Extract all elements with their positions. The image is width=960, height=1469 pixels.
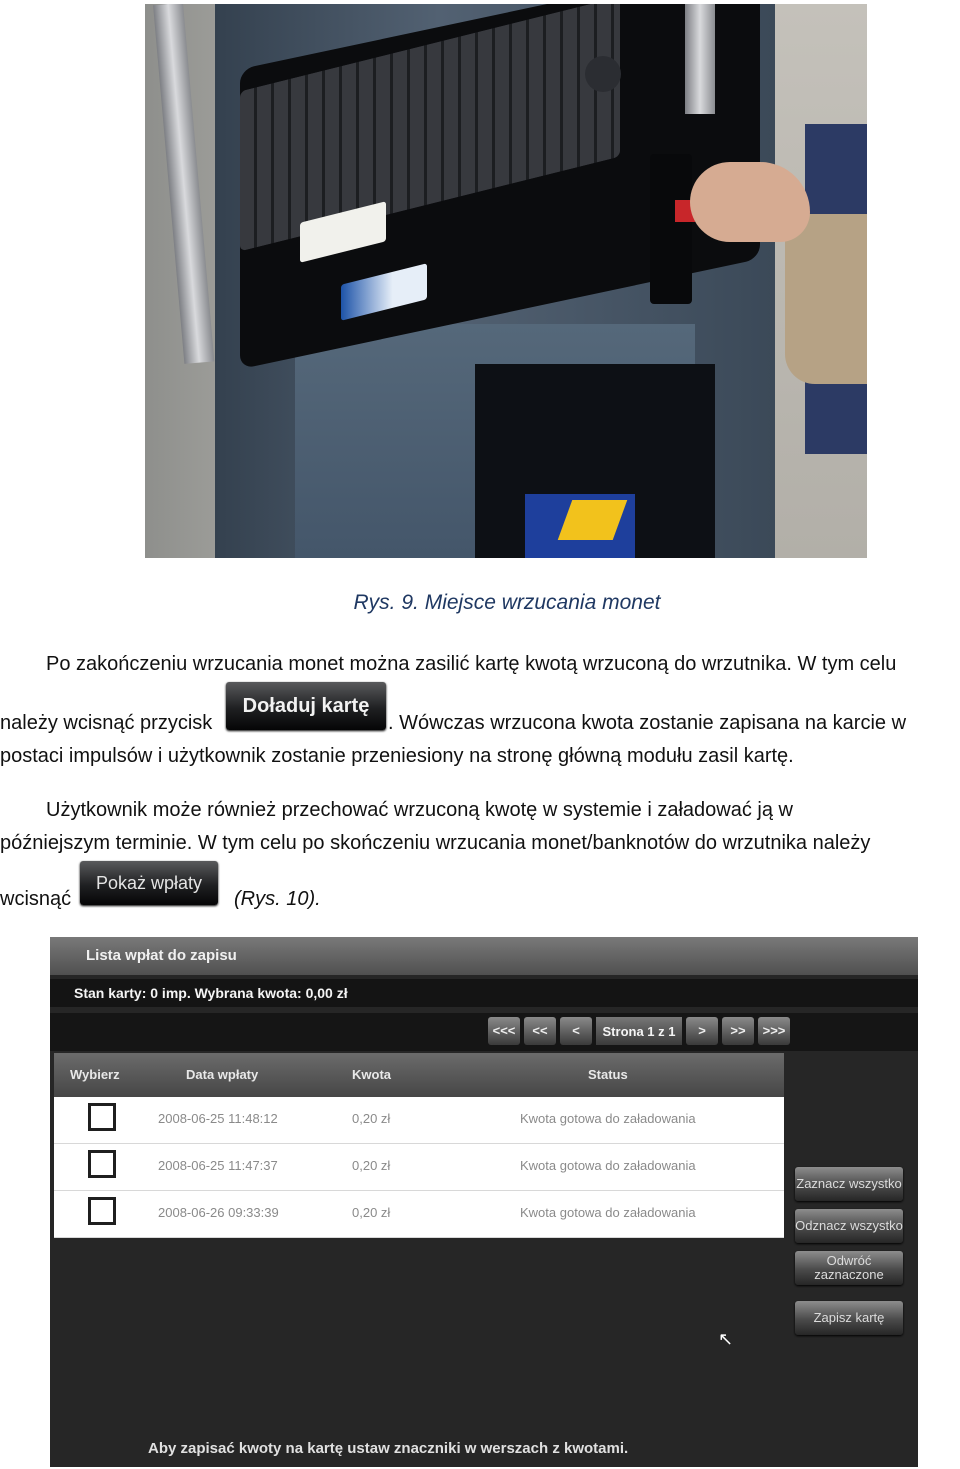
paragraph2-line2: późniejszym terminie. W tym celu po skończeniu wrzucania monet/banknotów do wrzutnika należy: [0, 832, 871, 854]
paragraph1-line2-before: należy wcisnąć przycisk: [0, 712, 213, 734]
page-next-more-button[interactable]: >>: [722, 1017, 754, 1045]
photo-sleeve: [785, 214, 867, 384]
row-checkbox[interactable]: [88, 1197, 116, 1225]
doladuj-karte-button[interactable]: Doładuj kartę: [226, 682, 386, 730]
card-status-text: Stan karty: 0 imp. Wybrana kwota: 0,00 zł: [50, 979, 918, 1007]
table-row[interactable]: [54, 1191, 784, 1238]
photo-pole-right: [685, 4, 715, 114]
photo-trackball: [585, 56, 621, 92]
row-amount: 0,20 zł: [352, 1111, 391, 1126]
select-all-button[interactable]: Zaznacz wszystko: [795, 1167, 903, 1201]
deposits-table: [54, 1053, 784, 1238]
photo-logo-patch: [525, 494, 635, 558]
invert-selection-button[interactable]: Odwróć zaznaczone: [795, 1251, 903, 1285]
screen-hint-text: Aby zapisać kwoty na kartę ustaw znaczniki w werszach z kwotami.: [148, 1440, 629, 1457]
paragraph2-line3-after: (Rys. 10).: [234, 888, 321, 910]
column-header-select: Wybierz: [70, 1067, 120, 1082]
row-date: 2008-06-25 11:47:37: [158, 1158, 278, 1173]
figure-caption: Rys. 9. Miejsce wrzucania monet: [353, 591, 661, 614]
photo-hand: [690, 162, 810, 242]
paragraph1-line1: Po zakończeniu wrzucania monet można zasilić kartę kwotą wrzuconą do wrzutnika. W tym celu: [46, 653, 897, 675]
row-date: 2008-06-26 09:33:39: [158, 1205, 279, 1220]
page-prev-button[interactable]: <: [560, 1017, 592, 1045]
row-amount: 0,20 zł: [352, 1205, 391, 1220]
row-status: Kwota gotowa do załadowania: [520, 1205, 696, 1220]
row-status: Kwota gotowa do załadowania: [520, 1111, 696, 1126]
table-header: [54, 1053, 784, 1097]
paragraph1-line3: postaci impulsów i użytkownik zostanie przeniesiony na stronę główną modułu zasil kartę.: [0, 745, 794, 767]
row-status: Kwota gotowa do załadowania: [520, 1158, 696, 1173]
pokaz-wplaty-button[interactable]: Pokaż wpłaty: [80, 861, 218, 905]
column-header-amount: Kwota: [352, 1067, 391, 1082]
deposit-list-screen: [50, 937, 918, 1467]
row-date: 2008-06-25 11:48:12: [158, 1111, 278, 1126]
screen-title: Lista wpłat do zapisu: [50, 937, 918, 975]
page-first-button[interactable]: <<<: [488, 1017, 520, 1045]
paragraph2-line3-before: wcisnąć: [0, 888, 72, 910]
table-row[interactable]: [54, 1097, 784, 1144]
page-last-button[interactable]: >>>: [758, 1017, 790, 1045]
page-indicator: Strona 1 z 1: [596, 1017, 682, 1045]
row-amount: 0,20 zł: [352, 1158, 391, 1173]
page-prev-more-button[interactable]: <<: [524, 1017, 556, 1045]
table-row[interactable]: [54, 1144, 784, 1191]
row-checkbox[interactable]: [88, 1103, 116, 1131]
photo-coin-slot: [650, 154, 692, 304]
pagination-bar: [50, 1013, 918, 1051]
paragraph2-line1: Użytkownik może również przechować wrzuconą kwotę w systemie i załadować ją w: [46, 799, 793, 821]
page-next-button[interactable]: >: [686, 1017, 718, 1045]
column-header-status: Status: [588, 1067, 628, 1082]
deselect-all-button[interactable]: Odznacz wszystko: [795, 1209, 903, 1243]
column-header-date: Data wpłaty: [186, 1067, 259, 1082]
save-card-button[interactable]: Zapisz kartę: [795, 1301, 903, 1335]
photo-pole-left: [153, 4, 214, 364]
mouse-cursor-icon: ↖: [718, 1329, 734, 1349]
row-checkbox[interactable]: [88, 1150, 116, 1178]
kiosk-photo: [145, 4, 867, 558]
paragraph1-line2-after: . Wówczas wrzucona kwota zostanie zapisana na karcie w: [388, 712, 907, 734]
